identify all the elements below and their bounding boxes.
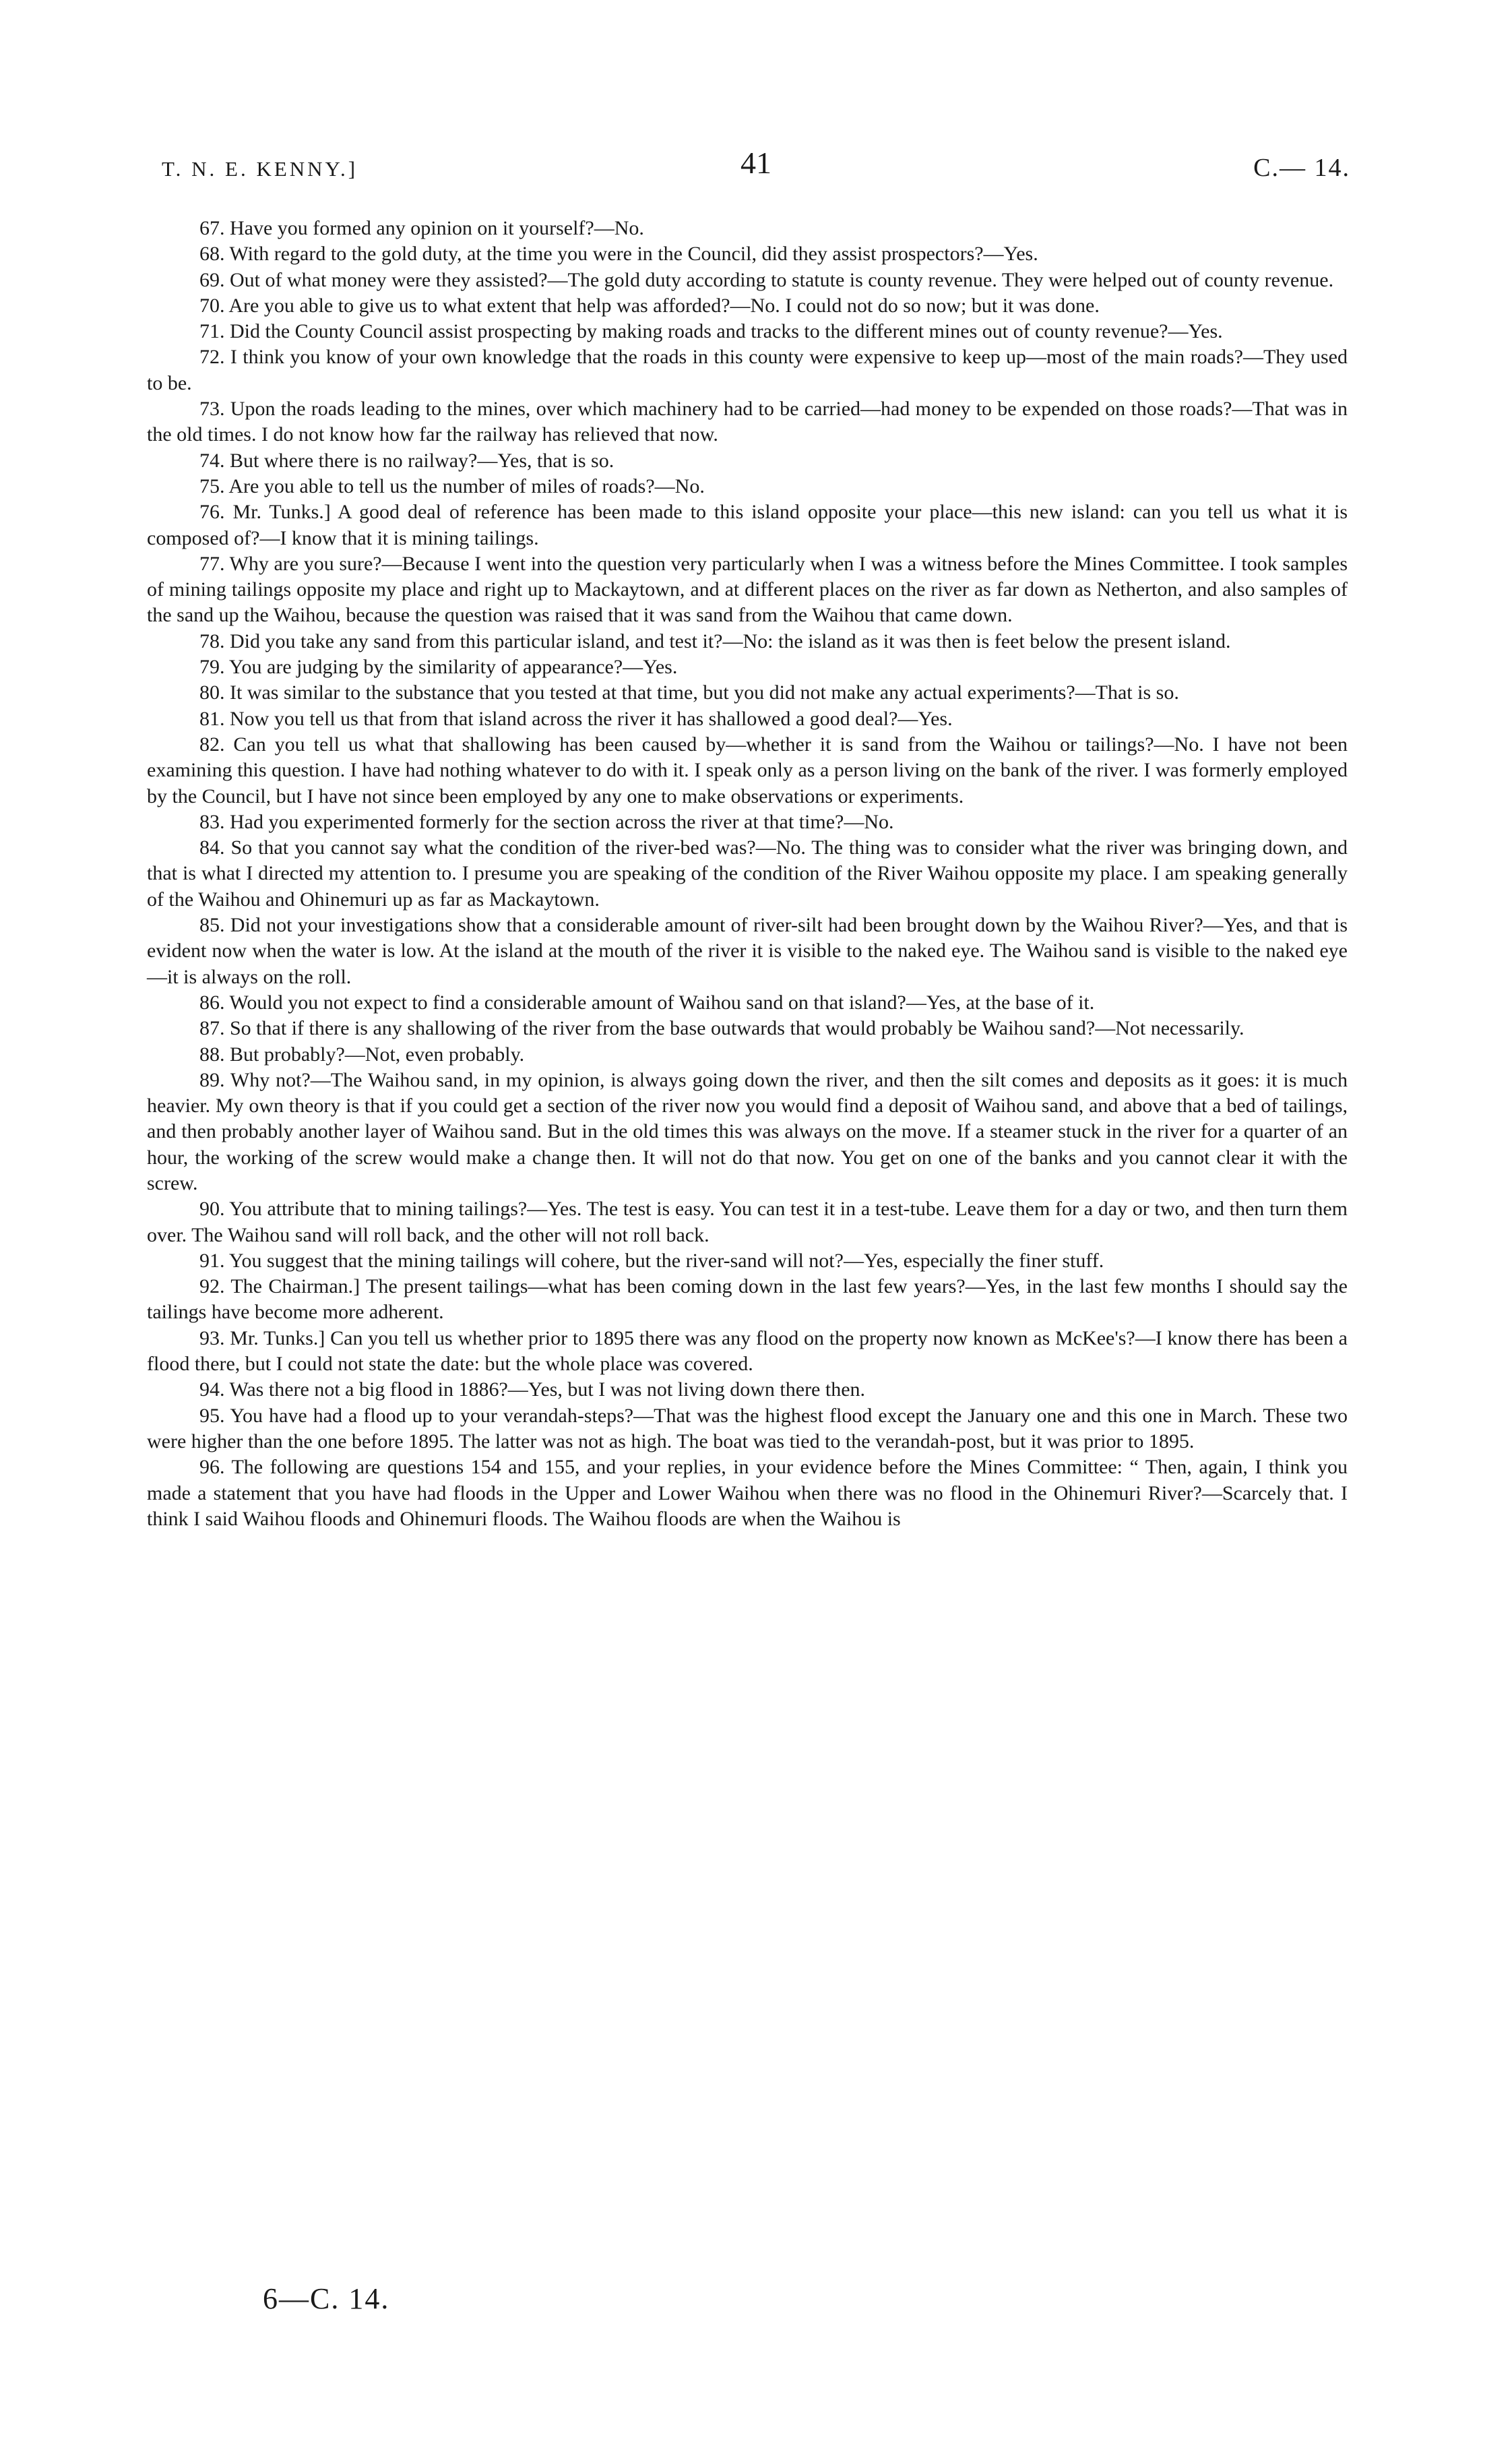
question-73: 73. Upon the roads leading to the mines, over which machinery had to be carried—had money to be expended on those roads?—That was in the old times. I do not know how far the railway has relieved that now.	[147, 398, 1348, 446]
paper-reference: C.— 14.	[1253, 154, 1350, 182]
question-83: 83. Had you experimented formerly for the section across the river at that time?—No.	[199, 810, 894, 833]
page-header	[162, 145, 1350, 199]
question-77: 77. Why are you sure?—Because I went into the question very particularly when I was a witness before the Mines Committee. I took samples of mining tailings opposite my place and right up to Mackaytown, and at different places on the river as far down as Netherton, and also samples of the sand up the Waihou, because the question was raised that it was sand from the Waihou that came down.	[147, 552, 1348, 627]
question-91: 91. You suggest that the mining tailings will cohere, but the river-sand will not?—Yes, especially the finer stuff.	[199, 1249, 1104, 1272]
question-67: 67. Have you formed any opinion on it yourself?—No.	[199, 217, 644, 239]
question-69: 69. Out of what money were they assisted?—The gold duty according to statute is county revenue. They were helped out of county revenue.	[199, 268, 1334, 291]
question-87: 87. So that if there is any shallowing of the river from the base outwards that would probably be Waihou sand?—Not necessarily.	[199, 1017, 1245, 1040]
question-86: 86. Would you not expect to find a considerable amount of Waihou sand on that island?—Yes, at the base of it.	[199, 991, 1095, 1014]
header-witness-name: T. N. E. KENNY.]	[162, 157, 358, 181]
question-89: 89. Why not?—The Waihou sand, in my opinion, is always going down the river, and then the silt comes and deposits as it goes: it is much heavier. My own theory is that if you could get a section of the river now you would find a deposit of Waihou sand, and above that a bed of tailings, and then probably another layer of Waihou sand. But in the old times this was always on the move. If a steamer stuck in the river for a quarter of an hour, the working of the screw would make a change then. It will not do that now. You get on one of the banks and you cannot clear it with the screw.	[147, 1068, 1348, 1194]
question-80: 80. It was similar to the substance that you tested at that time, but you did not make any actual experiments?—That is so.	[199, 681, 1179, 704]
page-signature: 6—C. 14.	[263, 2282, 390, 2315]
question-70: 70. Are you able to give us to what extent that help was afforded?—No. I could not do so now; but it was done.	[199, 294, 1100, 317]
question-90: 90. You attribute that to mining tailings?—Yes. The test is easy. You can test it in a test-tube. Leave them for a day or two, and then turn them over. The Waihou sand will roll back, and the other will not roll back.	[147, 1198, 1348, 1246]
question-79: 79. You are judging by the similarity of appearance?—Yes.	[199, 656, 678, 679]
question-88: 88. But probably?—Not, even probably.	[199, 1043, 525, 1066]
question-94: 94. Was there not a big flood in 1886?—Yes, but I was not living down there then.	[199, 1378, 866, 1401]
question-81: 81. Now you tell us that from that island across the river it has shallowed a good deal?—Yes.	[199, 707, 953, 730]
question-93: 93. Mr. Tunks.] Can you tell us whether prior to 1895 there was any flood on the property now known as McKee's?—I know there has been a flood there, but I could not state the date: but the whole place was covered.	[147, 1326, 1348, 1376]
page-number: 41	[741, 146, 771, 180]
question-68: 68. With regard to the gold duty, at the time you were in the Council, did they assist prospectors?—Yes.	[199, 243, 1038, 266]
question-82: 82. Can you tell us what that shallowing has been caused by—whether it is sand from the Waihou or tailings?—No. I have not been examining this question. I have had nothing whatever to do with it. I speak only as a person living on the bank of the river. I was formerly employed by the Council, but I have not since been employed by any one to make observations or experiments.	[147, 733, 1348, 807]
question-85: 85. Did not your investigations show that a considerable amount of river-silt had been brought down by the Waihou River?—Yes, and that is evident now when the water is low. At the island at the mouth of the river it is visible to the naked eye. The Waihou sand is visible to the naked eye—it is always on the roll.	[147, 914, 1348, 988]
question-74: 74. But where there is no railway?—Yes, that is so.	[199, 449, 615, 472]
question-75: 75. Are you able to tell us the number of miles of roads?—No.	[199, 474, 705, 497]
question-76: 76. Mr. Tunks.] A good deal of reference has been made to this island opposite your place—this new island: can you tell us what it is composed of?—I know that it is mining tailings.	[147, 501, 1348, 549]
question-71: 71. Did the County Council assist prospecting by making roads and tracks to the different mines out of county revenue?—Yes.	[199, 320, 1223, 343]
question-95: 95. You have had a flood up to your verandah-steps?—That was the highest flood except the January one and this one in March. These two were higher than the one before 1895. The latter was not as high. The boat was tied to the verandah-post, but it was prior to 1895.	[147, 1404, 1348, 1452]
evidence-body	[147, 216, 1348, 1532]
question-72: 72. I think you know of your own knowledge that the roads in this county were expensive to keep up—most of the main roads?—They used to be.	[147, 346, 1348, 394]
question-92: 92. The Chairman.] The present tailings—what has been coming down in the last few years?—Yes, in the last few months I should say the tailings have become more adherent.	[147, 1275, 1348, 1324]
question-84: 84. So that you cannot say what the condition of the river-bed was?—No. The thing was to consider what the river was bringing down, and that is what I directed my attention to. I presume you are speaking of the condition of the River Waihou opposite my place. I am speaking generally of the Waihou and Ohinemuri up as far as Mackaytown.	[147, 836, 1348, 911]
question-78: 78. Did you take any sand from this particular island, and test it?—No: the island as it was then is feet below the present island.	[199, 630, 1231, 652]
question-96: 96. The following are questions 154 and 155, and your replies, in your evidence before the Mines Committee: “ Then, again, I think you made a statement that you have had floods in the Upper and Lower Waihou when there was no flood in the Ohinemuri River?—Scarcely that. I think I said Waihou floods and Ohinemuri floods. The Waihou floods are when the Waihou is	[147, 1456, 1348, 1530]
